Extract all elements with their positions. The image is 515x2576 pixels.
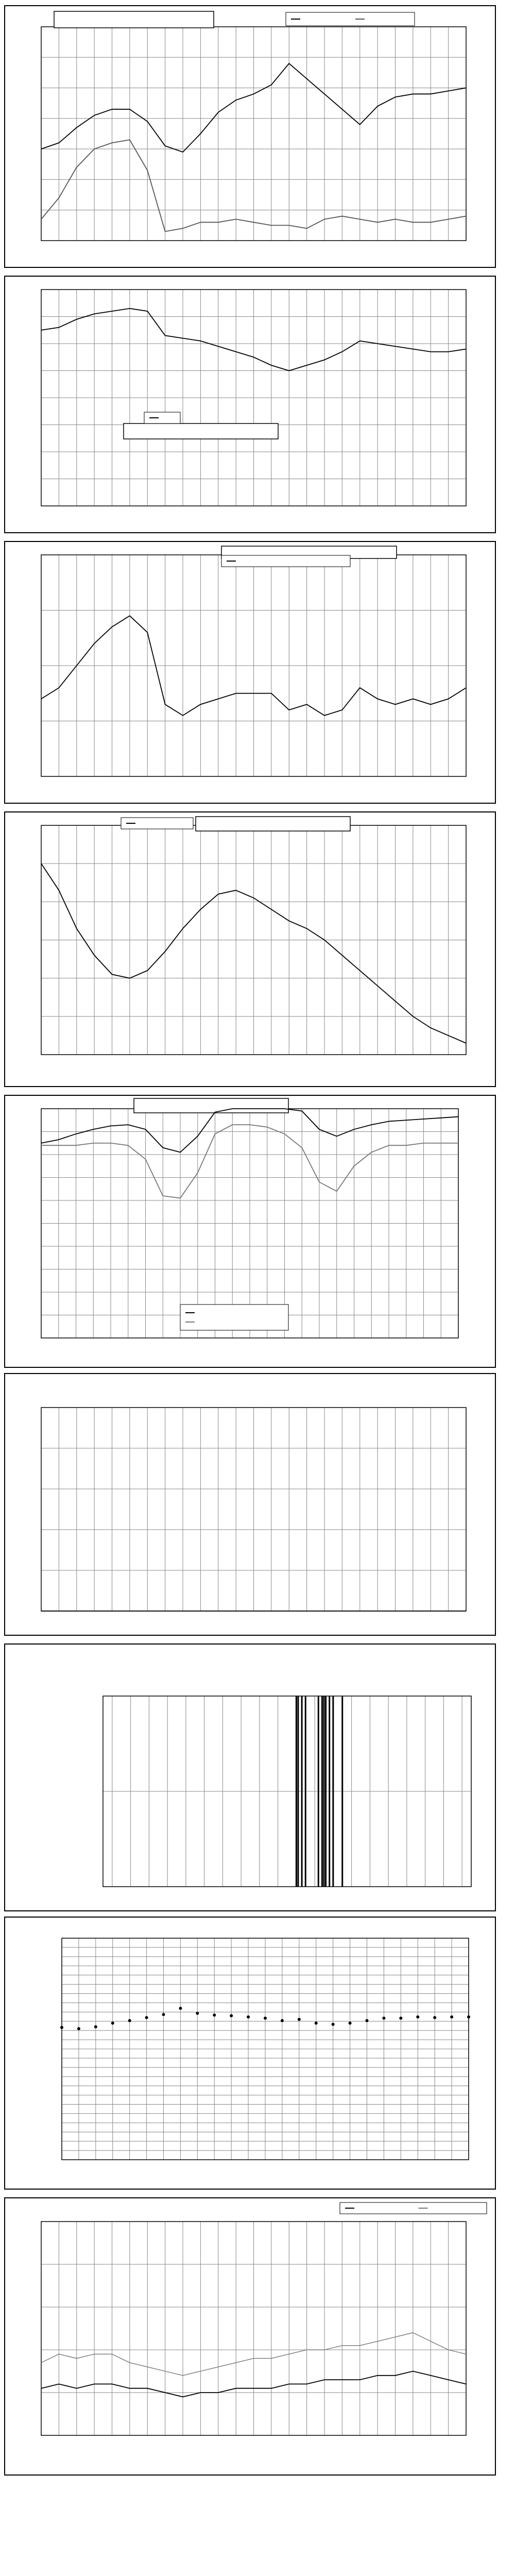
data-point <box>247 2015 250 2019</box>
data-point <box>281 2019 284 2022</box>
data-point <box>264 2016 267 2020</box>
gridlines <box>41 2222 466 2435</box>
chart-wind-speed <box>4 2197 496 2476</box>
gridlines <box>41 1408 466 1611</box>
data-point <box>128 2019 131 2022</box>
legend-box <box>221 555 350 567</box>
data-point <box>111 2022 114 2025</box>
chart-sunshine <box>4 1643 496 1911</box>
data-point <box>467 2015 470 2019</box>
chart-relative-humidity <box>4 276 496 533</box>
title-box <box>134 1098 288 1113</box>
chart-svg <box>5 1918 497 2191</box>
legend-box <box>180 1304 288 1330</box>
legend-box <box>340 2202 487 2214</box>
chart-svg <box>5 277 497 534</box>
data-point <box>382 2016 385 2020</box>
gridlines <box>103 1696 471 1887</box>
data-point <box>213 2013 216 2016</box>
data-point <box>416 2015 419 2019</box>
data-point <box>349 2022 352 2025</box>
chart-rainfall <box>4 1373 496 1636</box>
chart-grass-temp <box>4 1095 496 1368</box>
data-point <box>298 2018 301 2021</box>
title-box <box>54 11 214 28</box>
chart-svg <box>5 542 497 805</box>
data-point <box>450 2015 453 2019</box>
title-box <box>196 817 350 831</box>
chart-mixing-ratio <box>4 541 496 804</box>
data-point <box>179 2007 182 2010</box>
data-point <box>77 2027 80 2030</box>
gridlines <box>41 27 466 241</box>
gridlines <box>41 825 466 1055</box>
chart-svg <box>5 1096 497 1369</box>
chart-air-temp <box>4 5 496 268</box>
gridlines <box>41 290 466 506</box>
chart-wind-direction <box>4 1917 496 2190</box>
gridlines <box>62 1938 469 2160</box>
data-point <box>433 2016 436 2019</box>
data-point <box>196 2012 199 2015</box>
chart-svg <box>5 812 497 1088</box>
title-box <box>124 423 278 439</box>
data-point <box>94 2025 97 2028</box>
data-point <box>162 2013 165 2016</box>
chart-pressure <box>4 811 496 1087</box>
data-point <box>399 2016 402 2020</box>
data-point <box>230 2014 233 2018</box>
data-point <box>315 2022 318 2025</box>
chart-svg <box>5 1645 497 1912</box>
chart-svg <box>5 1374 497 1637</box>
data-point <box>145 2016 148 2019</box>
data-point <box>332 2023 335 2026</box>
data-point <box>60 2026 63 2029</box>
chart-svg <box>5 2198 497 2477</box>
legend-box <box>286 12 415 26</box>
data-point <box>366 2019 369 2022</box>
chart-svg <box>5 6 497 269</box>
gridlines <box>41 555 466 776</box>
